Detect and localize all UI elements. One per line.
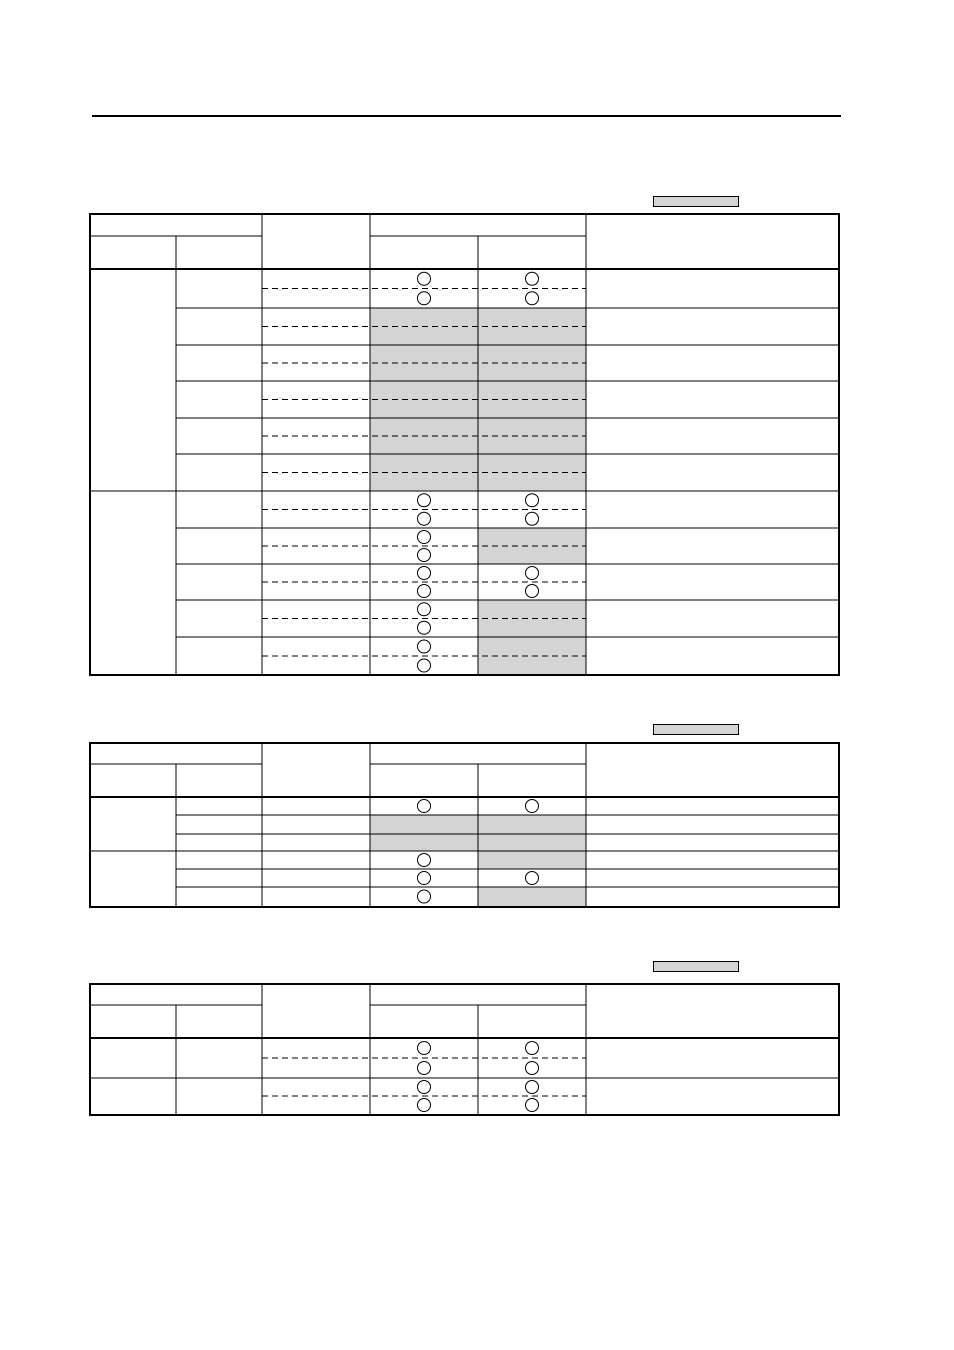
circle-mark-1-1-2-1 [418, 1062, 431, 1075]
circle-mark-2-1-1-2 [526, 494, 539, 507]
header-rule [92, 115, 841, 117]
circle-mark-2-5-1-1 [418, 640, 431, 653]
circle-mark-2-2-2-1 [418, 549, 431, 562]
circle-mark-1-1-1-2 [526, 272, 539, 285]
circle-mark-2-1-1-1 [418, 854, 431, 867]
shaded-cell-2-3-2 [478, 887, 586, 906]
table-grid-2 [89, 742, 841, 909]
compatibility-table-3 [89, 983, 841, 1117]
circle-mark-2-3-1-1 [418, 567, 431, 580]
table-border [90, 984, 839, 1115]
circle-mark-2-3-2-1 [418, 585, 431, 598]
circle-mark-2-3-1-1 [418, 890, 431, 903]
circle-mark-1-1-1-1 [418, 800, 431, 813]
circle-mark-2-1-2-2 [526, 1099, 539, 1112]
circle-mark-2-1-2-1 [418, 1099, 431, 1112]
compatibility-table-1 [89, 213, 841, 677]
shaded-cell-1-2-2 [478, 815, 586, 834]
compatibility-table-2 [89, 742, 841, 909]
shaded-cell-2-1-2 [478, 851, 586, 869]
circle-mark-1-1-2-2 [526, 1062, 539, 1075]
table-grid-3 [89, 983, 841, 1117]
circle-mark-2-1-1-2 [526, 1081, 539, 1094]
circle-mark-1-1-1-2 [526, 1042, 539, 1055]
circle-mark-1-1-1-2 [526, 800, 539, 813]
table-grid-1 [89, 213, 841, 677]
legend-shade-swatch-2 [653, 724, 739, 735]
circle-mark-2-4-2-1 [418, 621, 431, 634]
shaded-cell-1-3-2 [478, 834, 586, 851]
circle-mark-2-2-1-2 [526, 872, 539, 885]
circle-mark-2-5-2-1 [418, 659, 431, 672]
circle-mark-2-3-1-2 [526, 567, 539, 580]
circle-mark-1-1-1-1 [418, 1042, 431, 1055]
circle-mark-2-2-1-1 [418, 531, 431, 544]
legend-shade-swatch-3 [653, 961, 739, 972]
circle-mark-2-1-2-2 [526, 512, 539, 525]
circle-mark-2-1-1-1 [418, 494, 431, 507]
shaded-cell-1-2-1 [370, 815, 478, 834]
shaded-cell-1-3-1 [370, 834, 478, 851]
circle-mark-2-3-2-2 [526, 585, 539, 598]
circle-mark-1-1-1-1 [418, 272, 431, 285]
circle-mark-2-1-1-1 [418, 1081, 431, 1094]
circle-mark-2-4-1-1 [418, 603, 431, 616]
circle-mark-2-2-1-1 [418, 872, 431, 885]
legend-shade-swatch-1 [653, 196, 739, 207]
circle-mark-1-1-2-2 [526, 292, 539, 305]
circle-mark-2-1-2-1 [418, 512, 431, 525]
circle-mark-1-1-2-1 [418, 292, 431, 305]
